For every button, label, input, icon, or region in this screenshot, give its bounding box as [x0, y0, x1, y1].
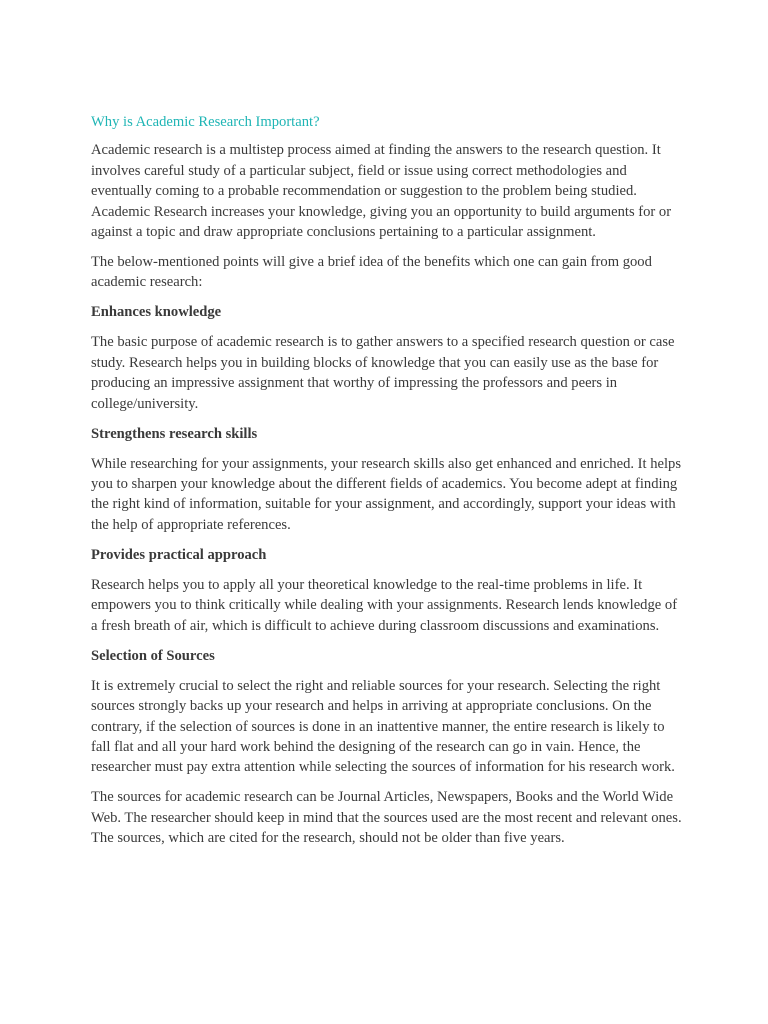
document-title: Why is Academic Research Important? — [91, 114, 320, 130]
section-heading-selection-of-sources: Selection of Sources — [91, 647, 215, 664]
document-page — [91, 112, 683, 858]
section-paragraph: The sources for academic research can be Journal Articles, Newspapers, Books and the World Wide Web. The researcher should keep in mind that the sources used are the most recent and relevant ones. The sources, which are cited for the research, should not be older than five years. — [91, 789, 682, 847]
intro-paragraph: Academic research is a multistep process aimed at finding the answers to the research question. It involves careful study of a particular subject, field or issue using correct methodologies and eventually coming to a probable recommendation or suggestion to the problem being studied. Academic Research increases your knowledge, giving you an opportunity to build arguments for or against a topic and draw appropriate conclusions pertaining to a particular assignment. — [91, 142, 672, 241]
section-heading-provides-practical-approach: Provides practical approach — [91, 546, 267, 563]
section-heading-enhances-knowledge: Enhances knowledge — [91, 304, 222, 321]
section-paragraph: While researching for your assignments, your research skills also get enhanced and enriched. It helps you to sharpen your knowledge about the different fields of academics. You become adept at finding the right kind of information, suitable for your assignment, and accordingly, support your ideas with the help of appropriate references. — [91, 455, 682, 533]
section-paragraph: It is extremely crucial to select the right and reliable sources for your research. Selecting the right sources strongly backs up your research and helps in arriving at appropriate conclusions. On the contrary, if the selection of sources is done in an inattentive manner, the entire research is likely to fall flat and all your hard work behind the designing of the research can go in vain. Hence, the researcher must pay extra attention while selecting the sources of information for his research work. — [91, 677, 675, 776]
section-paragraph: The basic purpose of academic research is to gather answers to a specified research question or case study. Research helps you in building blocks of knowledge that you can easily use as the base for producing an impressive assignment that worthy of impressing the professors and peers in college/university. — [91, 334, 675, 412]
section-paragraph: Research helps you to apply all your theoretical knowledge to the real-time problems in life. It empowers you to think critically while dealing with your assignments. Research lends knowledge of a fresh breath of air, which is difficult to achieve during classroom discussions and examinations. — [91, 576, 678, 634]
section-heading-strengthens-research-skills: Strengthens research skills — [91, 425, 258, 442]
intro-paragraph: The below-mentioned points will give a brief idea of the benefits which one can gain from good academic research: — [91, 254, 652, 291]
